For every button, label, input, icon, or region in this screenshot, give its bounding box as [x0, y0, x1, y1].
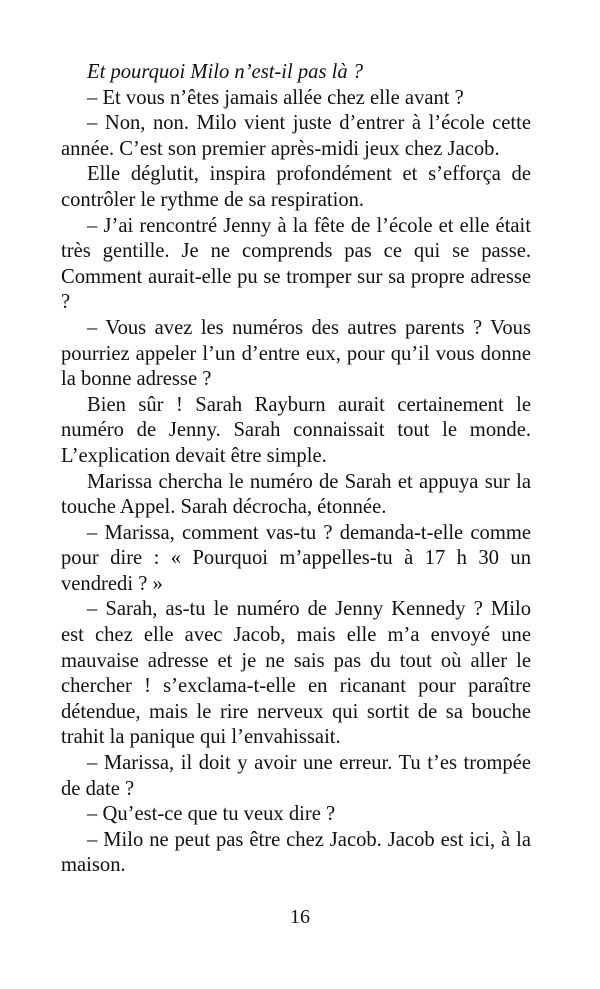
narrative-paragraph: Bien sûr ! Sarah Rayburn aurait certainement le numéro de Jenny. Sarah connaissait tout le monde. L’explication devait être simple. — [61, 393, 531, 467]
dialogue-paragraph: – Vous avez les numéros des autres parents ? Vous pourriez appeler l’un d’entre eux, pour qu’il vous donne la bonne adresse ? — [61, 316, 531, 391]
page-number: 16 — [290, 906, 310, 928]
page-body — [61, 60, 531, 879]
dialogue-paragraph: – Et vous n’êtes jamais allée chez elle avant ? — [87, 86, 464, 109]
narrative-paragraph: Marissa chercha le numéro de Sarah et appuya sur la touche Appel. Sarah décrocha, étonnée. — [61, 470, 531, 519]
dialogue-paragraph: – Sarah, as-tu le numéro de Jenny Kennedy ? Milo est chez elle avec Jacob, mais elle m’a envoyé une mauvaise adresse et je ne sais pas du tout où aller le chercher ! s’exclama-t-elle en ricanant pour paraître détendue, mais le rire nerveux qui sortit de sa bouche trahit la panique qui l’envahissait. — [61, 598, 531, 749]
dialogue-paragraph: – Milo ne peut pas être chez Jacob. Jacob est ici, à la maison. — [61, 828, 531, 877]
narrative-paragraph: Elle déglutit, inspira profondément et s’efforça de contrôler le rythme de sa respiration. — [61, 163, 531, 211]
dialogue-paragraph: – J’ai rencontré Jenny à la fête de l’école et elle était très gentille. Je ne comprends pas ce qui se passe. Comment aurait-elle pu se tromper sur sa propre adresse ? — [61, 214, 531, 314]
dialogue-paragraph: – Qu’est-ce que tu veux dire ? — [87, 803, 336, 826]
dialogue-paragraph: – Non, non. Milo vient juste d’entrer à l’école cette année. C’est son premier après-midi jeux chez Jacob. — [61, 112, 531, 160]
italic-paragraph: Et pourquoi Milo n’est-il pas là ? — [87, 61, 364, 83]
dialogue-paragraph: – Marissa, il doit y avoir une erreur. Tu t’es trompée de date ? — [61, 752, 531, 800]
dialogue-paragraph: – Marissa, comment vas-tu ? demanda-t-elle comme pour dire : « Pourquoi m’appelles-tu à 17 h 30 un vendredi ? » — [61, 521, 531, 595]
